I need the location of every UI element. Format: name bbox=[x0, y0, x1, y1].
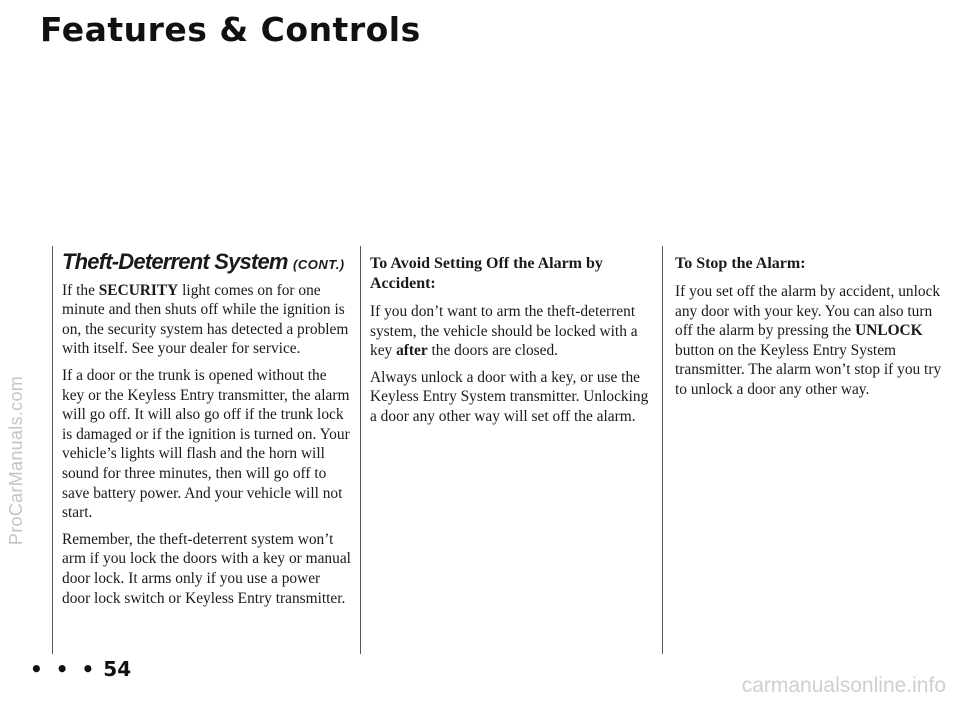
paragraph-lock-with-key: If you don’t want to arm the theft-deterrent system, the vehicle should be locked with a key after the doors are closed. bbox=[370, 303, 638, 360]
column-stop-alarm bbox=[675, 252, 953, 407]
unlock-term: UNLOCK bbox=[855, 322, 923, 340]
heading-avoid-alarm: To Avoid Setting Off the Alarm by Accident: bbox=[370, 255, 603, 292]
column-rule-middle bbox=[360, 246, 361, 654]
section-title-text: Theft-Deterrent System bbox=[62, 249, 288, 274]
heading-stop-alarm: To Stop the Alarm: bbox=[675, 255, 806, 272]
page-title: Features & Controls bbox=[40, 10, 421, 49]
paragraph-alarm-trigger: If a door or the trunk is opened without the key or the Keyless Entry transmitter, the alarm will go off. It will also go off if the trunk lock is damaged or if the ignition is turned on. Your vehicle’s lights will flash and the horn will sound for three minutes, then will go off to save battery power. And your vehicle will not start. bbox=[62, 366, 350, 522]
page-number bbox=[30, 657, 131, 681]
column-rule-left bbox=[52, 246, 53, 654]
security-term: SECURITY bbox=[98, 281, 179, 299]
paragraph-unlock-method: Always unlock a door with a key, or use the Keyless Entry System transmitter. Unlocking a door any other way will set off the alarm. bbox=[370, 368, 649, 425]
section-title-suffix: (CONT.) bbox=[293, 257, 345, 272]
bottom-watermark: carmanualsonline.info bbox=[741, 674, 946, 697]
page-number-value: 54 bbox=[103, 657, 132, 681]
paragraph-arming-note: Remember, the theft-deterrent system won’t arm if you lock the doors with a key or manual door lock. It arms only if you use a power door lock switch or Keyless Entry transmitter. bbox=[62, 530, 351, 607]
section-title bbox=[62, 249, 352, 275]
paragraph-security-light: If the SECURITY light comes on for one minute and then shuts off while the ignition is on, the security system has detected a problem with itself. See your dealer for service. bbox=[62, 281, 349, 358]
after-term: after bbox=[396, 342, 428, 360]
column-rule-right bbox=[662, 246, 663, 654]
column-theft-deterrent bbox=[62, 249, 352, 615]
side-watermark-text: ProCarManuals.com bbox=[6, 375, 27, 545]
column-avoid-alarm bbox=[370, 252, 655, 434]
page-number-dots: • • • bbox=[30, 657, 98, 681]
side-watermark bbox=[0, 240, 34, 680]
paragraph-stop-alarm: If you set off the alarm by accident, unlock any door with your key. You can also turn off the alarm by pressing the UNLOCK button on the Keyless Entry System transmitter. The alarm won’t stop if you try to unlock a door any other way. bbox=[675, 283, 942, 398]
